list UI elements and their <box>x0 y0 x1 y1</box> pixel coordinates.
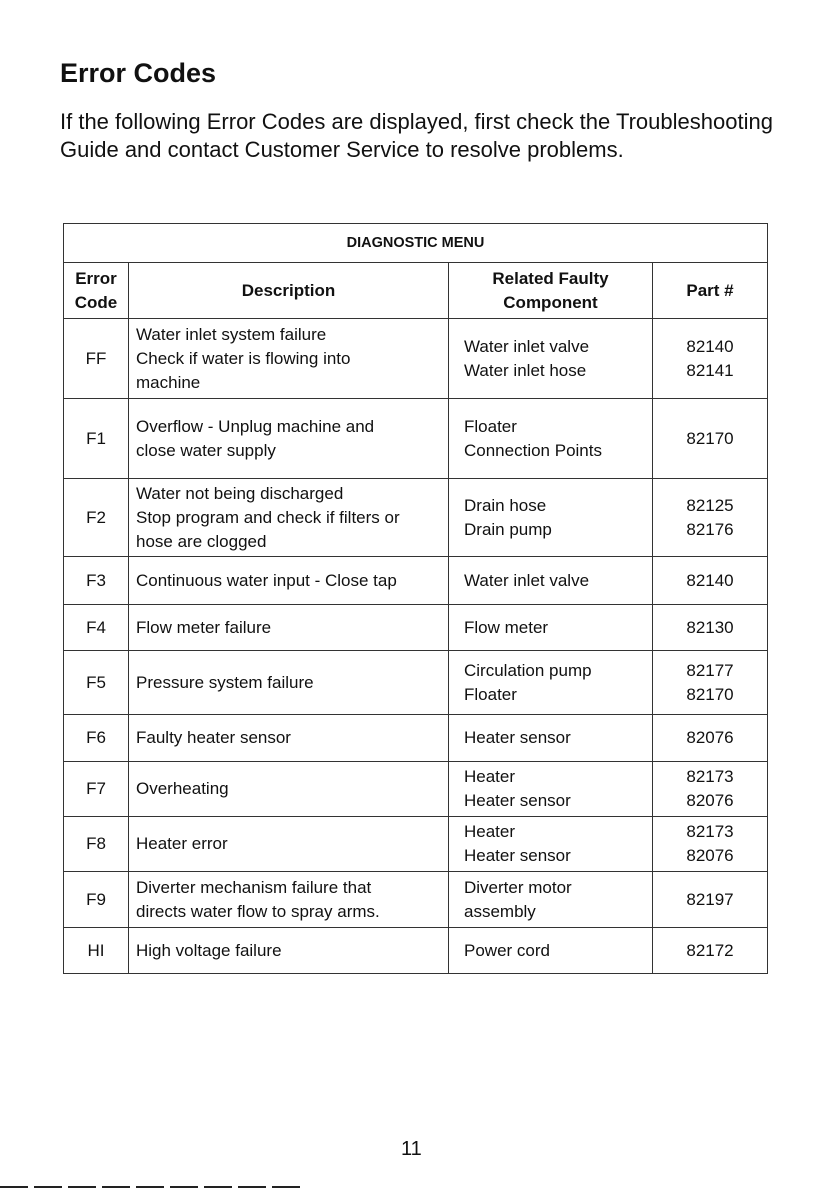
component-line: Water inlet valve <box>464 570 590 590</box>
part-number: 82177 <box>686 660 734 680</box>
error-code: F6 <box>86 728 106 747</box>
table-row <box>64 479 768 557</box>
description-line: Water inlet system failure <box>136 324 327 344</box>
part-number: 82140 <box>686 336 734 356</box>
table-row <box>64 319 768 399</box>
part-number-cell <box>653 605 768 651</box>
part-number: 82125 <box>686 495 734 515</box>
component-line: Heater <box>464 822 516 841</box>
description-line: Diverter mechanism failure that <box>136 877 372 897</box>
header-part-number: Part # <box>653 263 768 319</box>
description-line: machine <box>136 372 201 392</box>
error-code-cell <box>64 928 129 974</box>
part-number: 82141 <box>686 360 734 380</box>
component-line: Flow meter <box>464 617 549 637</box>
component-line: assembly <box>464 901 536 921</box>
description-cell <box>129 399 449 479</box>
part-number: 82173 <box>686 822 734 841</box>
component-line: Connection Points <box>464 440 602 460</box>
table-row <box>64 928 768 974</box>
error-code-cell <box>64 872 129 928</box>
part-number-cell <box>653 319 768 399</box>
error-code-cell <box>64 399 129 479</box>
component-line: Drain hose <box>464 495 547 515</box>
table-row <box>64 399 768 479</box>
part-number-cell <box>653 715 768 762</box>
description-cell <box>129 557 449 605</box>
component-cell <box>449 928 653 974</box>
description-line: Overheating <box>136 779 229 798</box>
table-row <box>64 651 768 715</box>
part-number-cell <box>653 762 768 817</box>
error-code: F2 <box>86 507 106 527</box>
description-line: Water not being discharged <box>136 483 344 503</box>
error-code: F4 <box>86 617 106 637</box>
table-title: DIAGNOSTIC MENU <box>64 224 768 263</box>
description-cell <box>129 872 449 928</box>
component-cell <box>449 319 653 399</box>
component-cell <box>449 872 653 928</box>
description-line: Stop program and check if filters or <box>136 507 400 527</box>
description-line: Pressure system failure <box>136 672 314 692</box>
component-line: Heater sensor <box>464 791 571 810</box>
part-number-cell <box>653 872 768 928</box>
description-line: Check if water is flowing into <box>136 348 351 368</box>
part-number: 82076 <box>686 846 734 865</box>
part-number: 82076 <box>686 728 734 747</box>
part-number: 82076 <box>686 791 734 810</box>
description-line: Faulty heater sensor <box>136 728 291 747</box>
description-cell <box>129 817 449 872</box>
component-cell <box>449 557 653 605</box>
part-number: 82130 <box>686 617 734 637</box>
table-row <box>64 557 768 605</box>
error-code-cell <box>64 319 129 399</box>
component-line: Heater sensor <box>464 728 571 747</box>
component-cell <box>449 762 653 817</box>
description-line: High voltage failure <box>136 940 282 960</box>
diagnostic-menu-table <box>63 223 768 974</box>
table-row <box>64 817 768 872</box>
description-cell <box>129 762 449 817</box>
part-number: 82173 <box>686 767 734 786</box>
page-number: 11 <box>401 1138 422 1160</box>
component-cell <box>449 605 653 651</box>
table-header-row <box>64 263 768 319</box>
description-line: Continuous water input - Close tap <box>136 570 397 590</box>
description-cell <box>129 479 449 557</box>
header-component <box>449 263 653 319</box>
part-number: 82176 <box>686 519 734 539</box>
error-code-cell <box>64 817 129 872</box>
part-number: 82172 <box>686 940 734 960</box>
description-cell <box>129 319 449 399</box>
component-line: Water inlet valve <box>464 336 590 356</box>
error-code-cell <box>64 651 129 715</box>
part-number: 82170 <box>686 684 734 704</box>
part-number: 82197 <box>686 889 734 909</box>
error-code-cell <box>64 762 129 817</box>
table-row <box>64 605 768 651</box>
description-line: close water supply <box>136 440 276 460</box>
error-code: HI <box>87 940 105 960</box>
header-error-code-line: Code <box>74 292 118 312</box>
component-line: Heater sensor <box>464 846 571 865</box>
description-line: Flow meter failure <box>136 617 272 637</box>
header-component-line: Related Faulty <box>492 268 609 288</box>
part-number-cell <box>653 557 768 605</box>
part-number-cell <box>653 817 768 872</box>
component-line: Water inlet hose <box>464 360 587 380</box>
error-code-cell <box>64 715 129 762</box>
footer-rule <box>0 1186 300 1188</box>
component-cell <box>449 715 653 762</box>
part-number: 82170 <box>686 428 734 448</box>
header-error-code-line: Error <box>75 268 117 288</box>
error-code: F7 <box>86 779 106 798</box>
error-code-cell <box>64 557 129 605</box>
table-row <box>64 762 768 817</box>
part-number: 82140 <box>686 570 734 590</box>
component-line: Floater <box>464 416 517 436</box>
error-code-cell <box>64 605 129 651</box>
page-title: Error Codes <box>60 58 217 88</box>
component-line: Drain pump <box>464 519 552 539</box>
intro-paragraph: If the following Error Codes are displayed, first check the Troubleshooting Guide and contact Customer Service to resolve problems. <box>60 109 773 162</box>
component-line: Diverter motor <box>464 877 572 897</box>
table-row <box>64 715 768 762</box>
description-line: directs water flow to spray arms. <box>136 901 380 921</box>
error-code: F1 <box>86 428 106 448</box>
component-cell <box>449 817 653 872</box>
component-cell <box>449 651 653 715</box>
component-line: Heater <box>464 767 516 786</box>
component-line: Circulation pump <box>464 660 592 680</box>
description-line: Heater error <box>136 834 228 853</box>
error-code: F9 <box>86 889 106 909</box>
error-code: FF <box>85 348 107 368</box>
part-number-cell <box>653 479 768 557</box>
description-cell <box>129 605 449 651</box>
error-code: F5 <box>86 672 106 692</box>
error-code: F3 <box>86 570 106 590</box>
error-code-cell <box>64 479 129 557</box>
part-number-cell <box>653 651 768 715</box>
component-cell <box>449 399 653 479</box>
description-cell <box>129 651 449 715</box>
header-error-code <box>64 263 129 319</box>
part-number-cell <box>653 399 768 479</box>
part-number-cell <box>653 928 768 974</box>
component-cell <box>449 479 653 557</box>
description-line: hose are clogged <box>136 531 267 551</box>
header-description: Description <box>129 263 449 319</box>
header-component-line: Component <box>503 292 598 312</box>
error-code: F8 <box>86 834 106 853</box>
table-row <box>64 872 768 928</box>
description-cell <box>129 928 449 974</box>
description-line: Overflow - Unplug machine and <box>136 416 375 436</box>
component-line: Power cord <box>464 940 550 960</box>
component-line: Floater <box>464 684 517 704</box>
description-cell <box>129 715 449 762</box>
